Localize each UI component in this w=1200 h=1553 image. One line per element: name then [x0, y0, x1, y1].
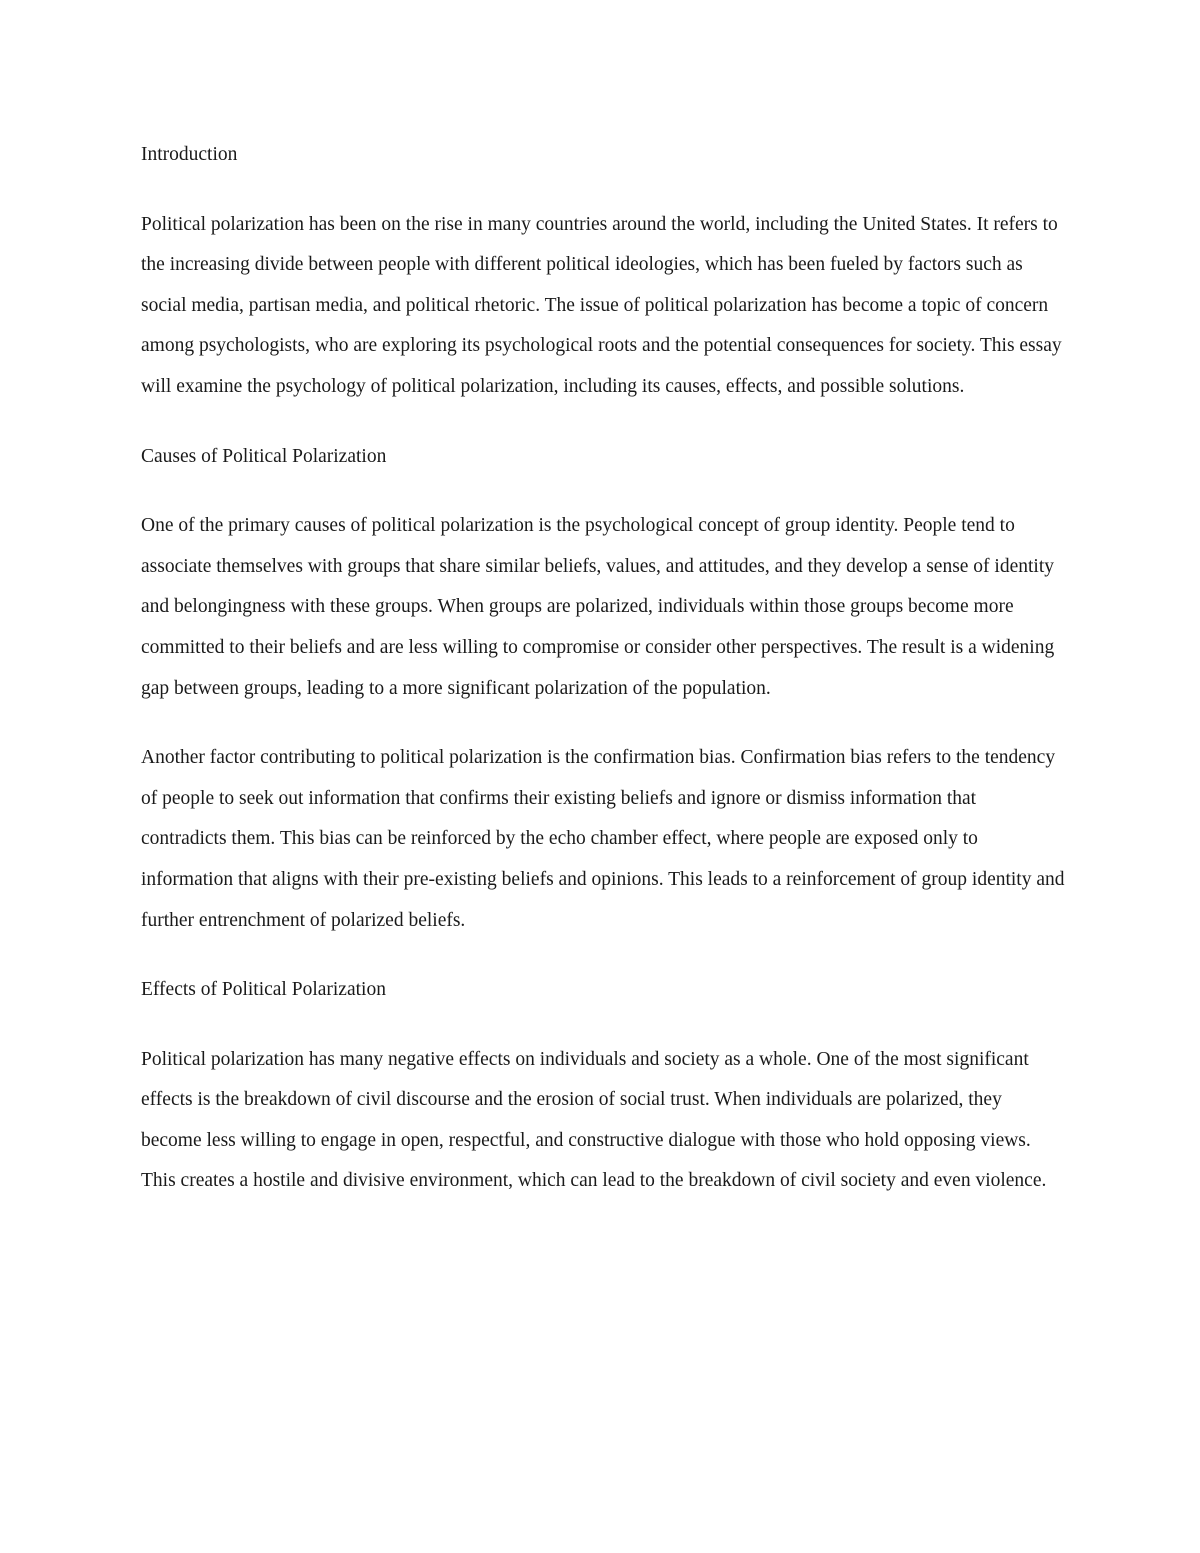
section-heading-introduction: Introduction: [141, 144, 238, 165]
paragraph-causes-group-identity: One of the primary causes of political polarization is the psychological concept of group identity. People tend to associate themselves with groups that share similar beliefs, values, and attitudes, and they develop a sense of identity and belongingness with these groups. When groups are polarized, individuals within those groups become more committed to their beliefs and are less willing to compromise or consider other perspectives. The result is a widening gap between groups, leading to a more significant polarization of the population.: [141, 515, 1055, 699]
section-heading-effects: Effects of Political Polarization: [141, 979, 386, 1001]
paragraph-causes-confirmation-bias: Another factor contributing to political polarization is the confirmation bias. Confirmation bias refers to the tendency of people to seek out information that confirms their existing beliefs and ignore or dismiss information that contradicts them. This bias can be reinforced by the echo chamber effect, where people are exposed only to information that aligns with their pre-existing beliefs and opinions. This leads to a reinforcement of group identity and further entrenchment of polarized beliefs.: [141, 747, 1065, 931]
paragraph-introduction: Political polarization has been on the rise in many countries around the world, including the United States. It refers to the increasing divide between people with different political ideologies, which has been fueled by factors such as social media, partisan media, and political rhetoric. The issue of political polarization has become a topic of concern among psychologists, who are exploring its psychological roots and the potential consequences for society. This essay will examine the psychology of political polarization, including its causes, effects, and possible solutions.: [141, 213, 1062, 397]
document-body: [141, 135, 1066, 1231]
paragraph-effects: Political polarization has many negative effects on individuals and society as a whole. One of the most significant effects is the breakdown of civil discourse and the erosion of social trust. When individuals are polarized, they become less willing to engage in open, respectful, and constructive dialogue with those who hold opposing views. This creates a hostile and divisive environment, which can lead to the breakdown of civil society and even violence.: [141, 1048, 1047, 1192]
section-heading-causes: Causes of Political Polarization: [141, 445, 387, 467]
